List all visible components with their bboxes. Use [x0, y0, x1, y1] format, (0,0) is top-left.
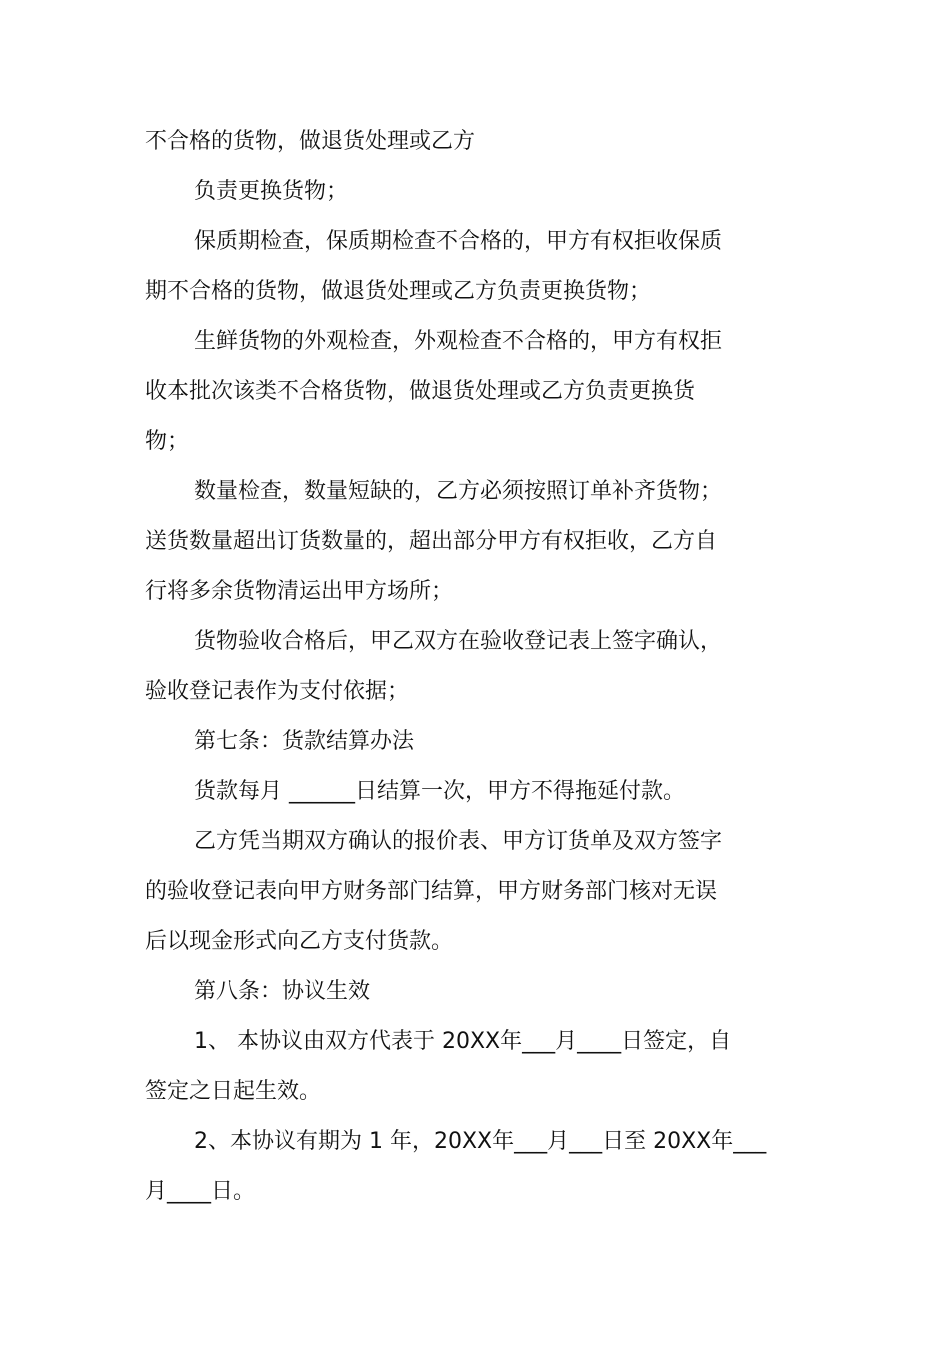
- text-line: 物；: [145, 429, 190, 454]
- text-line: 后以现金形式向乙方支付货款。: [145, 929, 454, 954]
- text-line: 送货数量超出订货数量的，超出部分甲方有权拒收，乙方自: [145, 529, 718, 554]
- text-line: 期不合格的货物，做退货处理或乙方负责更换货物；: [145, 279, 652, 304]
- text-line: 验收登记表作为支付依据；: [145, 679, 410, 704]
- text-line: 负责更换货物；: [194, 179, 349, 204]
- text-line: 数量检查，数量短缺的，乙方必须按照订单补齐货物；: [194, 479, 723, 504]
- text-line: 货物验收合格后，甲乙双方在验收登记表上签字确认，: [194, 629, 723, 654]
- text-line: 1、 本协议由双方代表于 20XX年___月____日签定，自: [194, 1029, 732, 1054]
- text-line: 生鲜货物的外观检查，外观检查不合格的，甲方有权拒: [194, 329, 723, 354]
- text-line: 2、本协议有期为 1 年，20XX年___月___日至 20XX年___: [194, 1129, 767, 1154]
- text-line: 乙方凭当期双方确认的报价表、甲方订货单及双方签字: [194, 829, 723, 854]
- text-line: 签定之日起生效。: [145, 1079, 322, 1104]
- text-line: 不合格的货物，做退货处理或乙方: [145, 129, 476, 154]
- text-line: 保质期检查，保质期检查不合格的，甲方有权拒收保质: [194, 229, 723, 254]
- section-heading-8: 第八条：协议生效: [194, 979, 371, 1004]
- section-heading-7: 第七条：货款结算办法: [194, 729, 415, 754]
- text-line: 货款每月 ______日结算一次，甲方不得拖延付款。: [194, 779, 685, 804]
- text-line: 行将多余货物清运出甲方场所；: [145, 579, 454, 604]
- text-line: 的验收登记表向甲方财务部门结算，甲方财务部门核对无误: [145, 879, 718, 904]
- text-line: 月____日。: [145, 1179, 256, 1204]
- text-line: 收本批次该类不合格货物，做退货处理或乙方负责更换货: [145, 379, 696, 404]
